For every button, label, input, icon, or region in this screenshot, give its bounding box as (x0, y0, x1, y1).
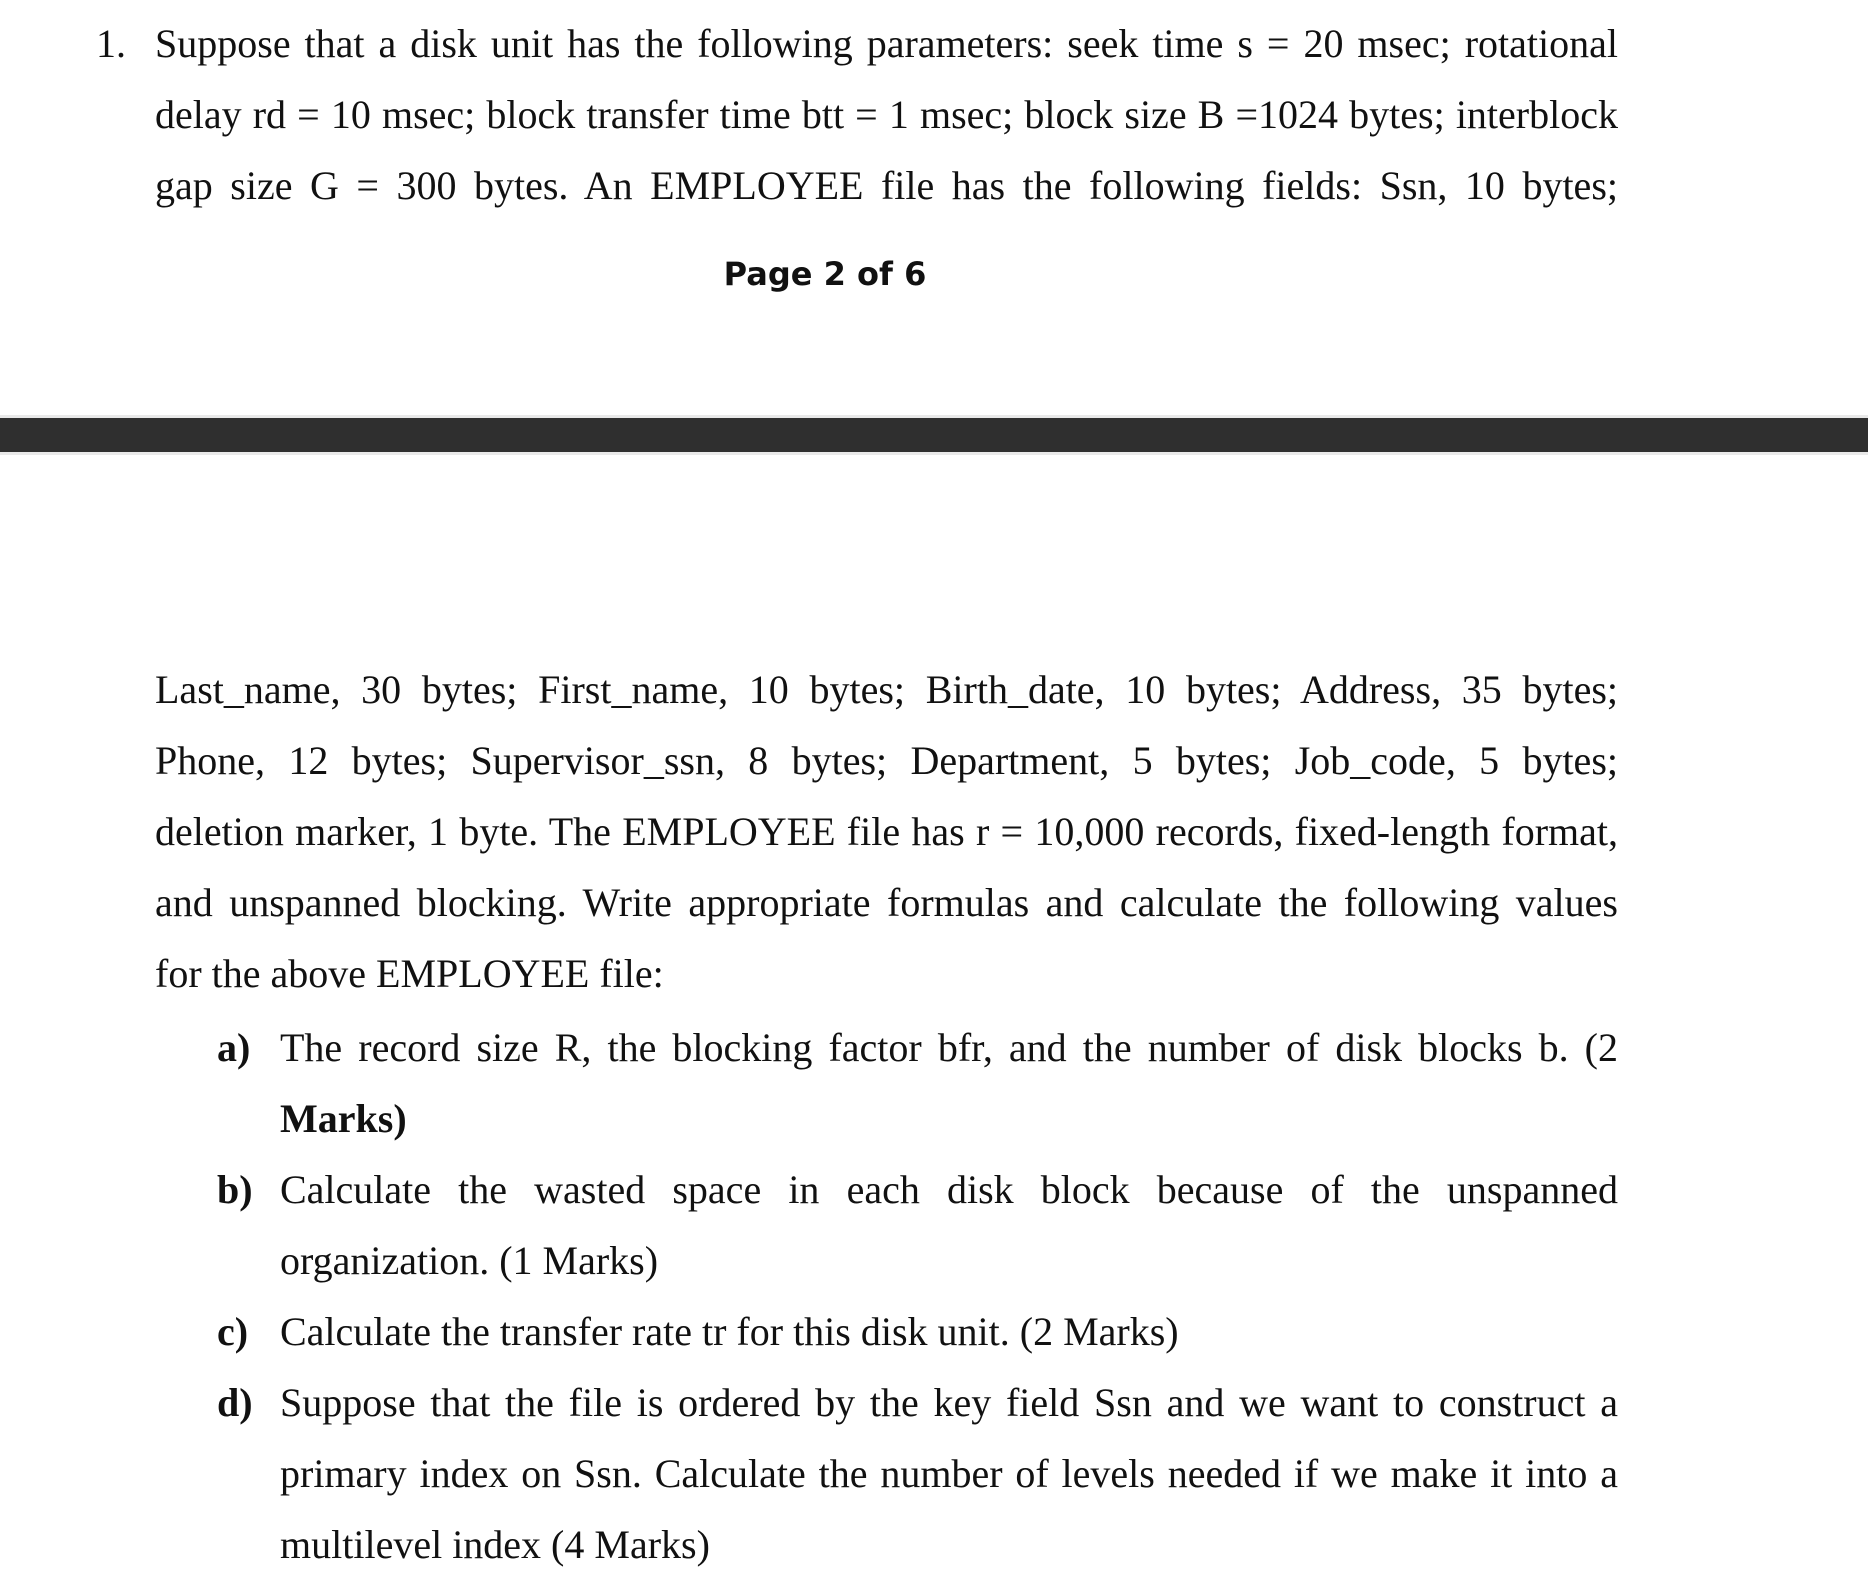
page-separator-bar (0, 418, 1868, 452)
intro-line-3: gap size G = 300 bytes. An EMPLOYEE file has the following fields: Ssn, 10 bytes; (155, 163, 1618, 208)
intro-line-2: delay rd = 10 msec; block transfer time btt = 1 msec; block size B =1024 bytes; interblock (155, 92, 1618, 137)
sub-question-label: a) (217, 1025, 251, 1070)
sub-question-text: Calculate the wasted space in each disk block because of the unspanned (280, 1167, 1618, 1212)
continuation-line-3: deletion marker, 1 byte. The EMPLOYEE file has r = 10,000 records, fixed-length format, (155, 809, 1618, 854)
continuation-line-1: Last_name, 30 bytes; First_name, 10 bytes; Birth_date, 10 bytes; Address, 35 bytes; (155, 667, 1618, 712)
page-footer: Page 2 of 6 (723, 255, 927, 293)
sub-question-b (217, 1154, 1618, 1296)
question-continuation (155, 654, 1618, 1009)
sub-question-text: Marks) (280, 1096, 407, 1141)
sub-question-a (217, 1012, 1618, 1154)
sub-question-text: organization. (1 Marks) (280, 1238, 659, 1283)
sub-question-label: b) (217, 1167, 253, 1212)
sub-question-label: c) (217, 1309, 249, 1354)
page-2-bottom (0, 0, 1868, 415)
question-number: 1. (96, 21, 126, 66)
continuation-line-2: Phone, 12 bytes; Supervisor_ssn, 8 bytes; Department, 5 bytes; Job_code, 5 bytes; (155, 738, 1618, 783)
sub-question-text: Calculate the transfer rate tr for this disk unit. (2 Marks) (280, 1309, 1179, 1354)
continuation-line-4: and unspanned blocking. Write appropriate formulas and calculate the following values (155, 880, 1618, 925)
sub-question-text: multilevel index (4 Marks) (280, 1522, 710, 1567)
continuation-line-5: for the above EMPLOYEE file: (155, 951, 664, 996)
intro-line-1: Suppose that a disk unit has the following parameters: seek time s = 20 msec; rotational (155, 21, 1618, 66)
sub-question-text: primary index on Ssn. Calculate the number of levels needed if we make it into a (280, 1451, 1618, 1496)
sub-question-text: The record size R, the blocking factor bfr, and the number of disk blocks b. (2 (280, 1025, 1618, 1070)
sub-question-c (217, 1296, 1618, 1367)
question-intro (155, 8, 1618, 221)
sub-question-d (217, 1367, 1618, 1580)
sub-question-label: d) (217, 1380, 253, 1425)
sub-question-text: Suppose that the file is ordered by the key field Ssn and we want to construct a (280, 1380, 1618, 1425)
